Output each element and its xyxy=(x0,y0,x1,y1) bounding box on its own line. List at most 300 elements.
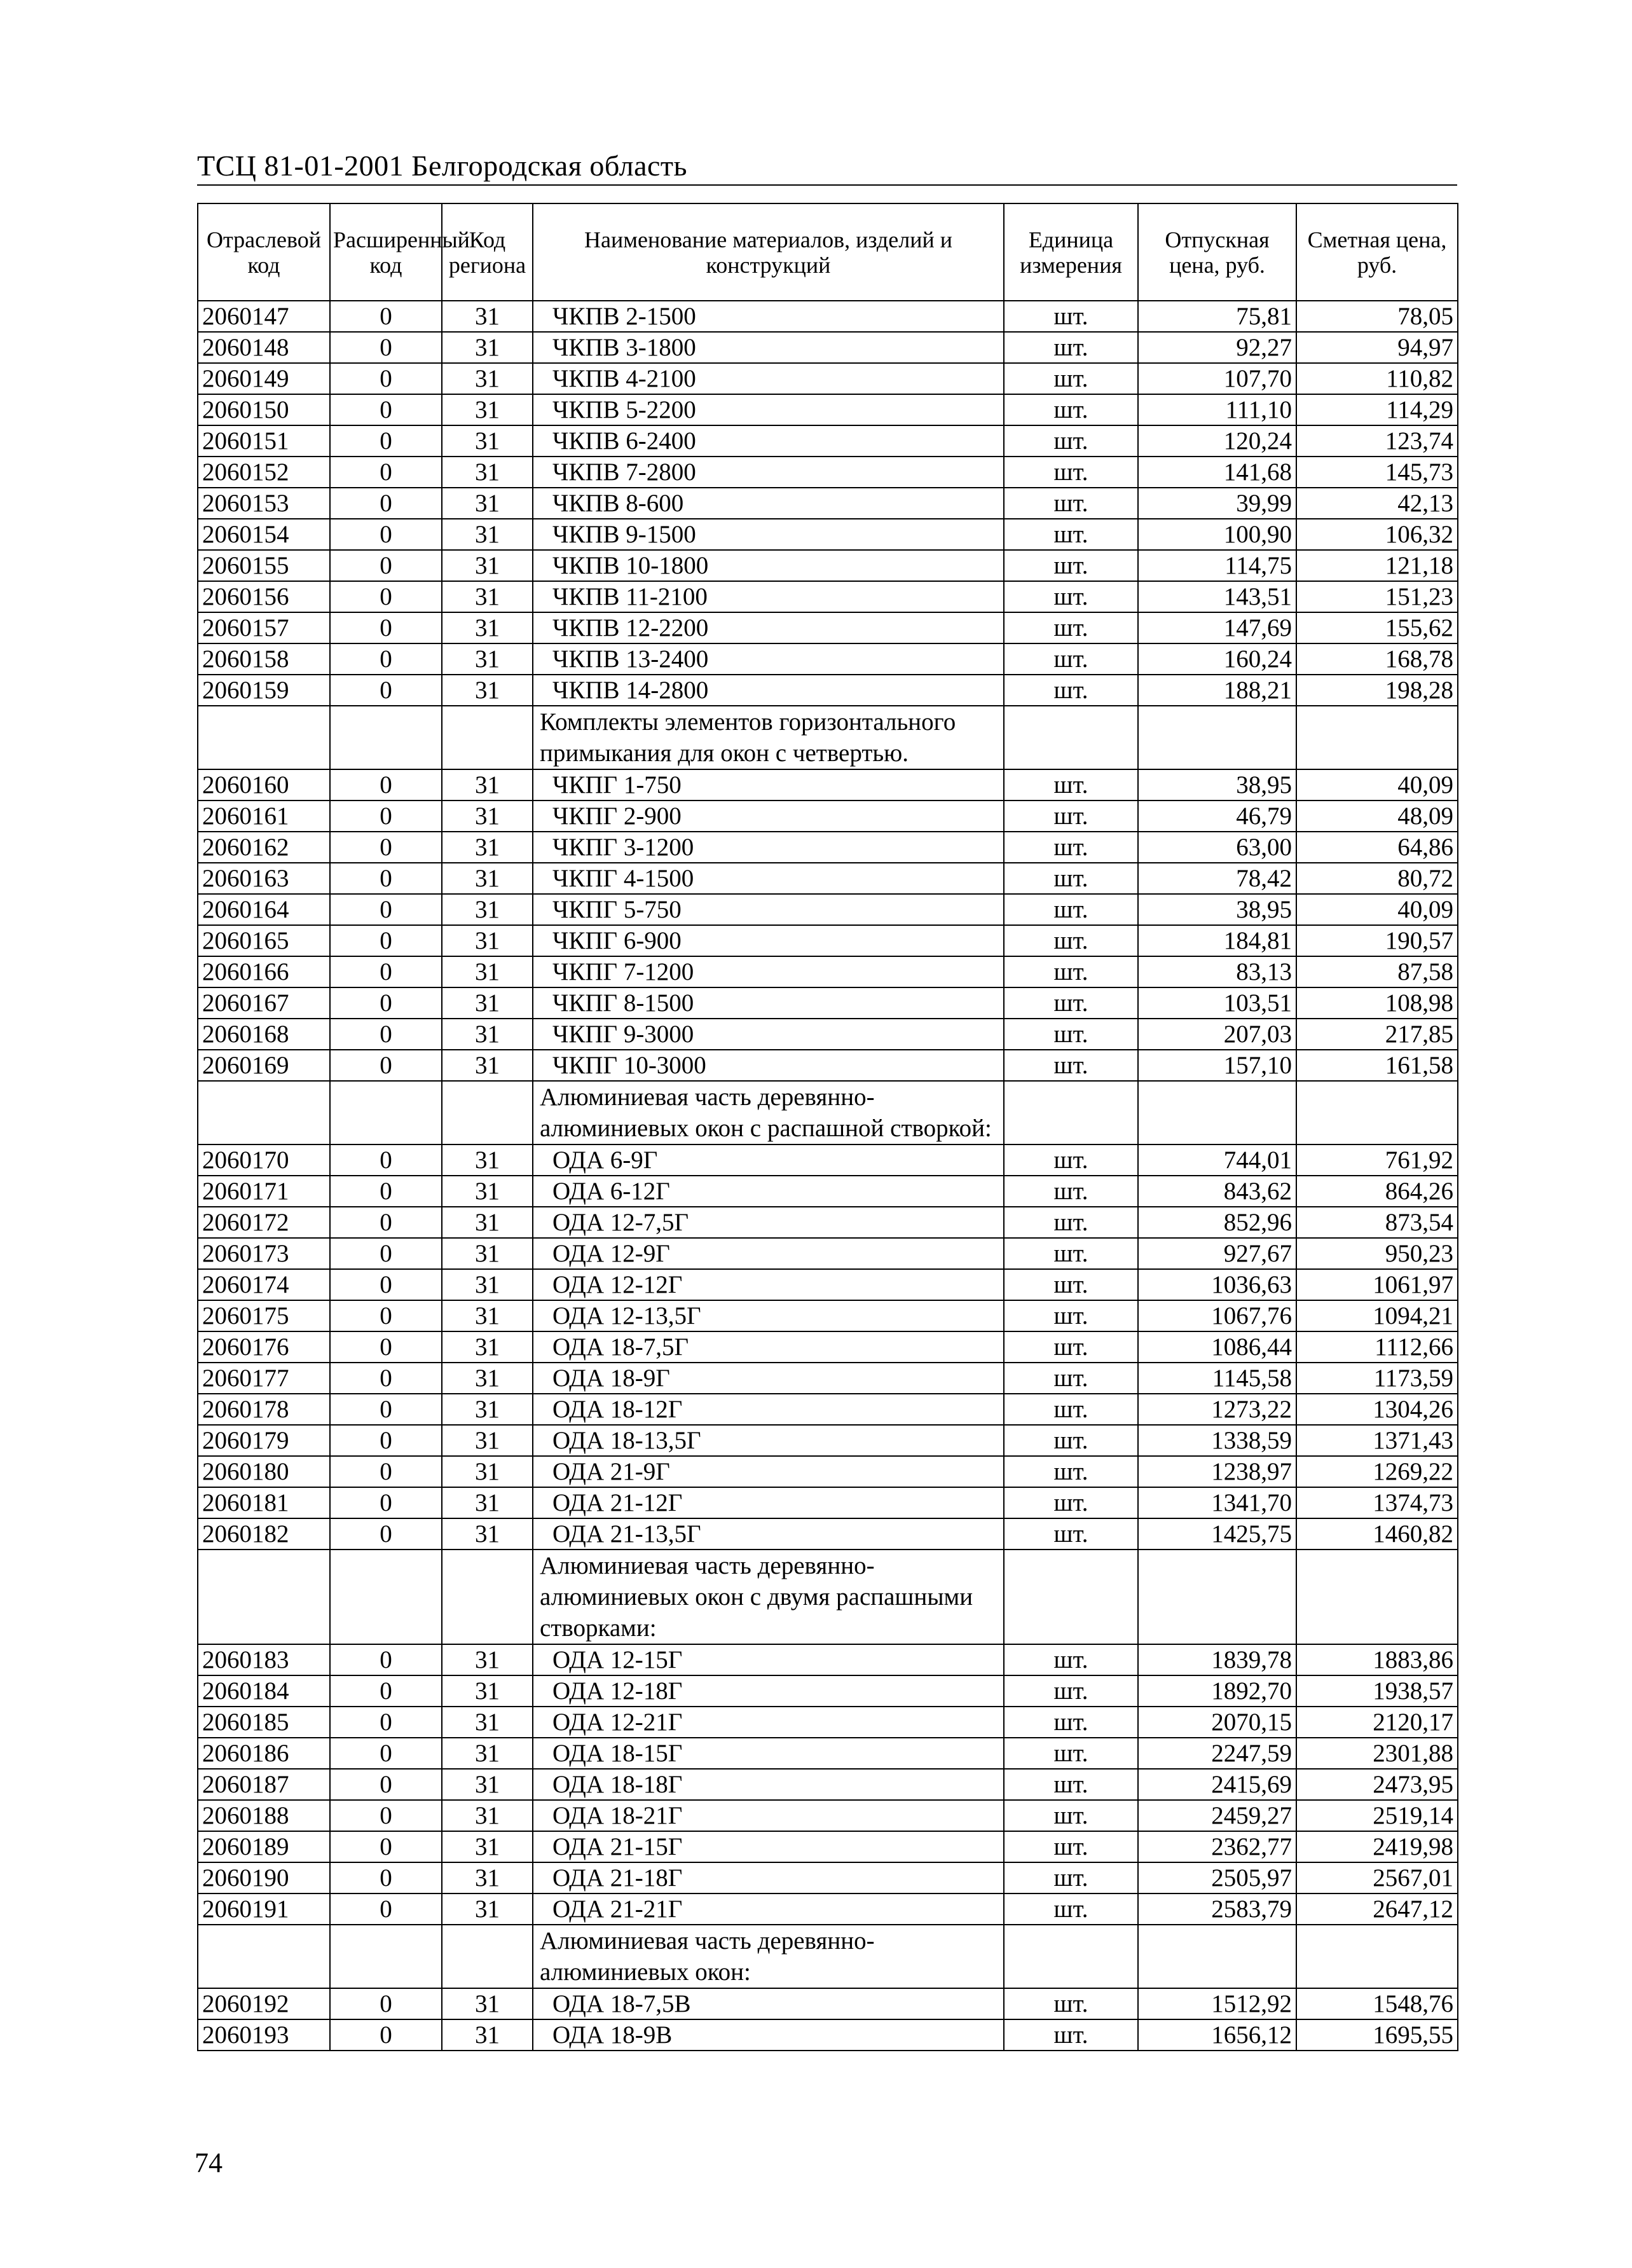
table-row xyxy=(198,1893,1458,1925)
cell-region-code: 31 xyxy=(442,1144,533,1176)
table-header xyxy=(198,203,1458,301)
cell-ext-code: 0 xyxy=(330,1331,442,1363)
empty-cell xyxy=(1004,1550,1138,1644)
cell-unit: шт. xyxy=(1004,863,1138,894)
cell-estimate-price: 87,58 xyxy=(1296,956,1458,987)
cell-region-code: 31 xyxy=(442,1050,533,1081)
cell-ext-code: 0 xyxy=(330,1456,442,1487)
cell-code: 2060147 xyxy=(198,301,330,332)
cell-code: 2060188 xyxy=(198,1800,330,1831)
cell-name: ЧКПГ 1-750 xyxy=(533,769,1004,801)
cell-estimate-price: 106,32 xyxy=(1296,519,1458,550)
cell-region-code: 31 xyxy=(442,457,533,488)
cell-unit: шт. xyxy=(1004,1176,1138,1207)
table-row xyxy=(198,1331,1458,1363)
table-row xyxy=(198,1019,1458,1050)
table-row xyxy=(198,1518,1458,1550)
cell-ext-code: 0 xyxy=(330,1019,442,1050)
cell-code: 2060191 xyxy=(198,1893,330,1925)
cell-estimate-price: 108,98 xyxy=(1296,987,1458,1019)
cell-name: ОДА 21-12Г xyxy=(533,1487,1004,1518)
cell-estimate-price: 40,09 xyxy=(1296,894,1458,925)
section-title: Алюминиевая часть деревянно-алюминиевых окон с двумя распашными створками: xyxy=(533,1550,1004,1644)
empty-cell xyxy=(330,1081,442,1144)
cell-release-price: 107,70 xyxy=(1138,363,1296,394)
cell-code: 2060173 xyxy=(198,1238,330,1269)
cell-code: 2060166 xyxy=(198,956,330,987)
table-row xyxy=(198,1738,1458,1769)
cell-estimate-price: 1371,43 xyxy=(1296,1425,1458,1456)
cell-ext-code: 0 xyxy=(330,1738,442,1769)
table-row xyxy=(198,332,1458,363)
cell-estimate-price: 1094,21 xyxy=(1296,1300,1458,1331)
cell-code: 2060182 xyxy=(198,1518,330,1550)
cell-ext-code: 0 xyxy=(330,925,442,956)
cell-name: ЧКПГ 5-750 xyxy=(533,894,1004,925)
cell-name: ЧКПВ 3-1800 xyxy=(533,332,1004,363)
cell-estimate-price: 2567,01 xyxy=(1296,1862,1458,1893)
cell-release-price: 1839,78 xyxy=(1138,1644,1296,1675)
cell-ext-code: 0 xyxy=(330,1300,442,1331)
cell-ext-code: 0 xyxy=(330,612,442,643)
cell-ext-code: 0 xyxy=(330,1675,442,1707)
table-row xyxy=(198,1707,1458,1738)
cell-estimate-price: 761,92 xyxy=(1296,1144,1458,1176)
cell-estimate-price: 155,62 xyxy=(1296,612,1458,643)
table-row xyxy=(198,1300,1458,1331)
cell-release-price: 1338,59 xyxy=(1138,1425,1296,1456)
cell-ext-code: 0 xyxy=(330,1487,442,1518)
cell-estimate-price: 1304,26 xyxy=(1296,1394,1458,1425)
cell-ext-code: 0 xyxy=(330,301,442,332)
cell-code: 2060162 xyxy=(198,832,330,863)
cell-ext-code: 0 xyxy=(330,1644,442,1675)
cell-ext-code: 0 xyxy=(330,1394,442,1425)
cell-name: ЧКПВ 12-2200 xyxy=(533,612,1004,643)
cell-code: 2060189 xyxy=(198,1831,330,1862)
empty-cell xyxy=(330,706,442,769)
table-body xyxy=(198,301,1458,2051)
cell-region-code: 31 xyxy=(442,956,533,987)
cell-region-code: 31 xyxy=(442,301,533,332)
cell-region-code: 31 xyxy=(442,488,533,519)
cell-ext-code: 0 xyxy=(330,956,442,987)
cell-code: 2060160 xyxy=(198,769,330,801)
table-row xyxy=(198,519,1458,550)
empty-cell xyxy=(1296,1925,1458,1988)
column-header-unit: Единица измерения xyxy=(1004,203,1138,301)
table-row xyxy=(198,1144,1458,1176)
cell-unit: шт. xyxy=(1004,1644,1138,1675)
cell-estimate-price: 1883,86 xyxy=(1296,1644,1458,1675)
cell-region-code: 31 xyxy=(442,1893,533,1925)
cell-release-price: 111,10 xyxy=(1138,394,1296,425)
cell-unit: шт. xyxy=(1004,1707,1138,1738)
section-row xyxy=(198,1550,1458,1644)
cell-release-price: 184,81 xyxy=(1138,925,1296,956)
table-row xyxy=(198,801,1458,832)
empty-cell xyxy=(1138,706,1296,769)
cell-name: ЧКПГ 3-1200 xyxy=(533,832,1004,863)
cell-unit: шт. xyxy=(1004,1363,1138,1394)
cell-ext-code: 0 xyxy=(330,425,442,457)
cell-ext-code: 0 xyxy=(330,769,442,801)
cell-ext-code: 0 xyxy=(330,2019,442,2051)
cell-release-price: 744,01 xyxy=(1138,1144,1296,1176)
cell-region-code: 31 xyxy=(442,1675,533,1707)
cell-code: 2060193 xyxy=(198,2019,330,2051)
cell-region-code: 31 xyxy=(442,1207,533,1238)
table-row xyxy=(198,1769,1458,1800)
empty-cell xyxy=(1004,1925,1138,1988)
empty-cell xyxy=(442,1925,533,1988)
cell-region-code: 31 xyxy=(442,1176,533,1207)
cell-estimate-price: 1061,97 xyxy=(1296,1269,1458,1300)
cell-region-code: 31 xyxy=(442,1487,533,1518)
cell-ext-code: 0 xyxy=(330,457,442,488)
cell-unit: шт. xyxy=(1004,832,1138,863)
table-row xyxy=(198,1862,1458,1893)
cell-estimate-price: 1695,55 xyxy=(1296,2019,1458,2051)
cell-unit: шт. xyxy=(1004,550,1138,581)
cell-code: 2060192 xyxy=(198,1988,330,2019)
cell-unit: шт. xyxy=(1004,769,1138,801)
cell-unit: шт. xyxy=(1004,1675,1138,1707)
cell-ext-code: 0 xyxy=(330,394,442,425)
cell-code: 2060152 xyxy=(198,457,330,488)
cell-unit: шт. xyxy=(1004,1331,1138,1363)
cell-ext-code: 0 xyxy=(330,581,442,612)
cell-name: ЧКПВ 14-2800 xyxy=(533,675,1004,706)
table-row xyxy=(198,675,1458,706)
cell-release-price: 188,21 xyxy=(1138,675,1296,706)
cell-estimate-price: 2647,12 xyxy=(1296,1893,1458,1925)
cell-name: ОДА 21-15Г xyxy=(533,1831,1004,1862)
cell-unit: шт. xyxy=(1004,1800,1138,1831)
cell-code: 2060179 xyxy=(198,1425,330,1456)
cell-unit: шт. xyxy=(1004,1988,1138,2019)
cell-code: 2060187 xyxy=(198,1769,330,1800)
table-row xyxy=(198,925,1458,956)
cell-release-price: 114,75 xyxy=(1138,550,1296,581)
table-row xyxy=(198,1238,1458,1269)
cell-name: ОДА 18-7,5В xyxy=(533,1988,1004,2019)
cell-name: ОДА 18-18Г xyxy=(533,1769,1004,1800)
cell-release-price: 207,03 xyxy=(1138,1019,1296,1050)
cell-code: 2060175 xyxy=(198,1300,330,1331)
cell-name: ЧКПВ 4-2100 xyxy=(533,363,1004,394)
cell-region-code: 31 xyxy=(442,801,533,832)
cell-unit: шт. xyxy=(1004,1019,1138,1050)
header-row xyxy=(198,203,1458,301)
cell-release-price: 927,67 xyxy=(1138,1238,1296,1269)
section-row xyxy=(198,706,1458,769)
cell-code: 2060157 xyxy=(198,612,330,643)
cell-ext-code: 0 xyxy=(330,1176,442,1207)
cell-ext-code: 0 xyxy=(330,1800,442,1831)
cell-code: 2060151 xyxy=(198,425,330,457)
cell-estimate-price: 80,72 xyxy=(1296,863,1458,894)
table-row xyxy=(198,612,1458,643)
cell-region-code: 31 xyxy=(442,394,533,425)
column-header-release-price: Отпускная цена, руб. xyxy=(1138,203,1296,301)
table-row xyxy=(198,1800,1458,1831)
table-row xyxy=(198,769,1458,801)
table-row xyxy=(198,1456,1458,1487)
cell-region-code: 31 xyxy=(442,987,533,1019)
empty-cell xyxy=(330,1550,442,1644)
cell-estimate-price: 42,13 xyxy=(1296,488,1458,519)
cell-unit: шт. xyxy=(1004,581,1138,612)
cell-estimate-price: 1548,76 xyxy=(1296,1988,1458,2019)
price-table xyxy=(197,203,1458,2051)
cell-name: ЧКПГ 2-900 xyxy=(533,801,1004,832)
cell-region-code: 31 xyxy=(442,1769,533,1800)
cell-release-price: 2415,69 xyxy=(1138,1769,1296,1800)
cell-unit: шт. xyxy=(1004,1238,1138,1269)
cell-name: ОДА 18-9В xyxy=(533,2019,1004,2051)
empty-cell xyxy=(198,1081,330,1144)
cell-unit: шт. xyxy=(1004,894,1138,925)
cell-unit: шт. xyxy=(1004,1487,1138,1518)
cell-region-code: 31 xyxy=(442,925,533,956)
cell-ext-code: 0 xyxy=(330,1893,442,1925)
cell-name: ОДА 6-9Г xyxy=(533,1144,1004,1176)
cell-code: 2060169 xyxy=(198,1050,330,1081)
empty-cell xyxy=(1296,1550,1458,1644)
cell-unit: шт. xyxy=(1004,488,1138,519)
table-row xyxy=(198,1176,1458,1207)
table-row xyxy=(198,863,1458,894)
cell-name: ЧКПВ 5-2200 xyxy=(533,394,1004,425)
cell-name: ОДА 18-7,5Г xyxy=(533,1331,1004,1363)
empty-cell xyxy=(198,706,330,769)
cell-name: ОДА 18-15Г xyxy=(533,1738,1004,1769)
cell-unit: шт. xyxy=(1004,956,1138,987)
cell-estimate-price: 121,18 xyxy=(1296,550,1458,581)
cell-code: 2060158 xyxy=(198,643,330,675)
empty-cell xyxy=(1296,1081,1458,1144)
cell-estimate-price: 2419,98 xyxy=(1296,1831,1458,1862)
table-row xyxy=(198,2019,1458,2051)
column-header-region: Код региона xyxy=(442,203,533,301)
cell-estimate-price: 2120,17 xyxy=(1296,1707,1458,1738)
cell-region-code: 31 xyxy=(442,675,533,706)
table-row xyxy=(198,1050,1458,1081)
cell-region-code: 31 xyxy=(442,612,533,643)
cell-estimate-price: 40,09 xyxy=(1296,769,1458,801)
cell-name: ОДА 18-12Г xyxy=(533,1394,1004,1425)
cell-unit: шт. xyxy=(1004,394,1138,425)
cell-estimate-price: 950,23 xyxy=(1296,1238,1458,1269)
cell-unit: шт. xyxy=(1004,1862,1138,1893)
cell-code: 2060159 xyxy=(198,675,330,706)
cell-name: ОДА 18-21Г xyxy=(533,1800,1004,1831)
cell-estimate-price: 864,26 xyxy=(1296,1176,1458,1207)
cell-unit: шт. xyxy=(1004,925,1138,956)
cell-ext-code: 0 xyxy=(330,550,442,581)
cell-estimate-price: 1269,22 xyxy=(1296,1456,1458,1487)
table-row xyxy=(198,1988,1458,2019)
table-row xyxy=(198,488,1458,519)
empty-cell xyxy=(442,706,533,769)
cell-code: 2060161 xyxy=(198,801,330,832)
cell-release-price: 120,24 xyxy=(1138,425,1296,457)
cell-estimate-price: 1112,66 xyxy=(1296,1331,1458,1363)
cell-release-price: 147,69 xyxy=(1138,612,1296,643)
column-header-estimate-price: Сметная цена, руб. xyxy=(1296,203,1458,301)
column-header-code: Отраслевой код xyxy=(198,203,330,301)
cell-region-code: 31 xyxy=(442,1238,533,1269)
cell-region-code: 31 xyxy=(442,1269,533,1300)
cell-ext-code: 0 xyxy=(330,363,442,394)
cell-release-price: 103,51 xyxy=(1138,987,1296,1019)
page-number: 74 xyxy=(195,2147,223,2178)
cell-code: 2060172 xyxy=(198,1207,330,1238)
cell-release-price: 100,90 xyxy=(1138,519,1296,550)
cell-estimate-price: 198,28 xyxy=(1296,675,1458,706)
cell-unit: шт. xyxy=(1004,1518,1138,1550)
cell-region-code: 31 xyxy=(442,1707,533,1738)
table-row xyxy=(198,1207,1458,1238)
cell-unit: шт. xyxy=(1004,612,1138,643)
cell-name: ОДА 21-9Г xyxy=(533,1456,1004,1487)
table-row xyxy=(198,1487,1458,1518)
empty-cell xyxy=(1138,1925,1296,1988)
cell-release-price: 1145,58 xyxy=(1138,1363,1296,1394)
cell-release-price: 1086,44 xyxy=(1138,1331,1296,1363)
column-header-ext: Расширенный код xyxy=(330,203,442,301)
cell-ext-code: 0 xyxy=(330,643,442,675)
cell-code: 2060183 xyxy=(198,1644,330,1675)
table-row xyxy=(198,394,1458,425)
table-row xyxy=(198,301,1458,332)
cell-code: 2060171 xyxy=(198,1176,330,1207)
cell-name: ЧКПГ 8-1500 xyxy=(533,987,1004,1019)
empty-cell xyxy=(1004,1081,1138,1144)
cell-name: ЧКПГ 6-900 xyxy=(533,925,1004,956)
empty-cell xyxy=(1138,1550,1296,1644)
cell-region-code: 31 xyxy=(442,1019,533,1050)
cell-name: ОДА 21-13,5Г xyxy=(533,1518,1004,1550)
cell-unit: шт. xyxy=(1004,1831,1138,1862)
cell-name: ЧКПВ 2-1500 xyxy=(533,301,1004,332)
cell-unit: шт. xyxy=(1004,1456,1138,1487)
cell-code: 2060156 xyxy=(198,581,330,612)
cell-code: 2060184 xyxy=(198,1675,330,1707)
cell-code: 2060176 xyxy=(198,1331,330,1363)
cell-code: 2060168 xyxy=(198,1019,330,1050)
cell-release-price: 46,79 xyxy=(1138,801,1296,832)
cell-code: 2060155 xyxy=(198,550,330,581)
cell-code: 2060170 xyxy=(198,1144,330,1176)
cell-region-code: 31 xyxy=(442,1800,533,1831)
table-row xyxy=(198,987,1458,1019)
cell-code: 2060167 xyxy=(198,987,330,1019)
cell-name: ОДА 6-12Г xyxy=(533,1176,1004,1207)
cell-release-price: 1036,63 xyxy=(1138,1269,1296,1300)
empty-cell xyxy=(1138,1081,1296,1144)
cell-code: 2060177 xyxy=(198,1363,330,1394)
cell-unit: шт. xyxy=(1004,1738,1138,1769)
cell-ext-code: 0 xyxy=(330,675,442,706)
section-title: Алюминиевая часть деревянно-алюминиевых окон: xyxy=(533,1925,1004,1988)
cell-release-price: 83,13 xyxy=(1138,956,1296,987)
cell-code: 2060174 xyxy=(198,1269,330,1300)
cell-code: 2060178 xyxy=(198,1394,330,1425)
cell-name: ЧКПГ 9-3000 xyxy=(533,1019,1004,1050)
cell-estimate-price: 94,97 xyxy=(1296,332,1458,363)
cell-region-code: 31 xyxy=(442,1644,533,1675)
table-row xyxy=(198,832,1458,863)
cell-unit: шт. xyxy=(1004,332,1138,363)
cell-code: 2060190 xyxy=(198,1862,330,1893)
cell-estimate-price: 48,09 xyxy=(1296,801,1458,832)
cell-ext-code: 0 xyxy=(330,1862,442,1893)
page-header xyxy=(197,145,1457,186)
cell-estimate-price: 161,58 xyxy=(1296,1050,1458,1081)
cell-unit: шт. xyxy=(1004,363,1138,394)
cell-ext-code: 0 xyxy=(330,1238,442,1269)
cell-unit: шт. xyxy=(1004,1269,1138,1300)
cell-release-price: 1892,70 xyxy=(1138,1675,1296,1707)
cell-region-code: 31 xyxy=(442,832,533,863)
cell-release-price: 843,62 xyxy=(1138,1176,1296,1207)
cell-code: 2060181 xyxy=(198,1487,330,1518)
section-title: Алюминиевая часть деревянно-алюминиевых окон с распашной створкой: xyxy=(533,1081,1004,1144)
cell-ext-code: 0 xyxy=(330,519,442,550)
cell-name: ОДА 18-13,5Г xyxy=(533,1425,1004,1456)
table-row xyxy=(198,1394,1458,1425)
cell-code: 2060153 xyxy=(198,488,330,519)
empty-cell xyxy=(1004,706,1138,769)
cell-unit: шт. xyxy=(1004,457,1138,488)
cell-unit: шт. xyxy=(1004,2019,1138,2051)
cell-name: ОДА 12-21Г xyxy=(533,1707,1004,1738)
cell-name: ОДА 12-9Г xyxy=(533,1238,1004,1269)
cell-name: ОДА 12-18Г xyxy=(533,1675,1004,1707)
cell-region-code: 31 xyxy=(442,363,533,394)
cell-name: ОДА 12-15Г xyxy=(533,1644,1004,1675)
cell-ext-code: 0 xyxy=(330,987,442,1019)
cell-region-code: 31 xyxy=(442,1862,533,1893)
cell-ext-code: 0 xyxy=(330,1518,442,1550)
cell-unit: шт. xyxy=(1004,1425,1138,1456)
cell-region-code: 31 xyxy=(442,863,533,894)
cell-ext-code: 0 xyxy=(330,1207,442,1238)
empty-cell xyxy=(198,1550,330,1644)
cell-unit: шт. xyxy=(1004,675,1138,706)
cell-region-code: 31 xyxy=(442,1394,533,1425)
table-row xyxy=(198,1675,1458,1707)
cell-release-price: 92,27 xyxy=(1138,332,1296,363)
cell-release-price: 63,00 xyxy=(1138,832,1296,863)
empty-cell xyxy=(198,1925,330,1988)
cell-release-price: 1512,92 xyxy=(1138,1988,1296,2019)
section-row xyxy=(198,1081,1458,1144)
cell-ext-code: 0 xyxy=(330,1050,442,1081)
empty-cell xyxy=(442,1550,533,1644)
cell-release-price: 38,95 xyxy=(1138,894,1296,925)
page-title: ТСЦ 81-01-2001 Белгородская область xyxy=(197,149,687,182)
cell-unit: шт. xyxy=(1004,801,1138,832)
empty-cell xyxy=(330,1925,442,1988)
cell-unit: шт. xyxy=(1004,987,1138,1019)
cell-unit: шт. xyxy=(1004,1300,1138,1331)
cell-estimate-price: 145,73 xyxy=(1296,457,1458,488)
cell-region-code: 31 xyxy=(442,1831,533,1862)
cell-release-price: 1238,97 xyxy=(1138,1456,1296,1487)
